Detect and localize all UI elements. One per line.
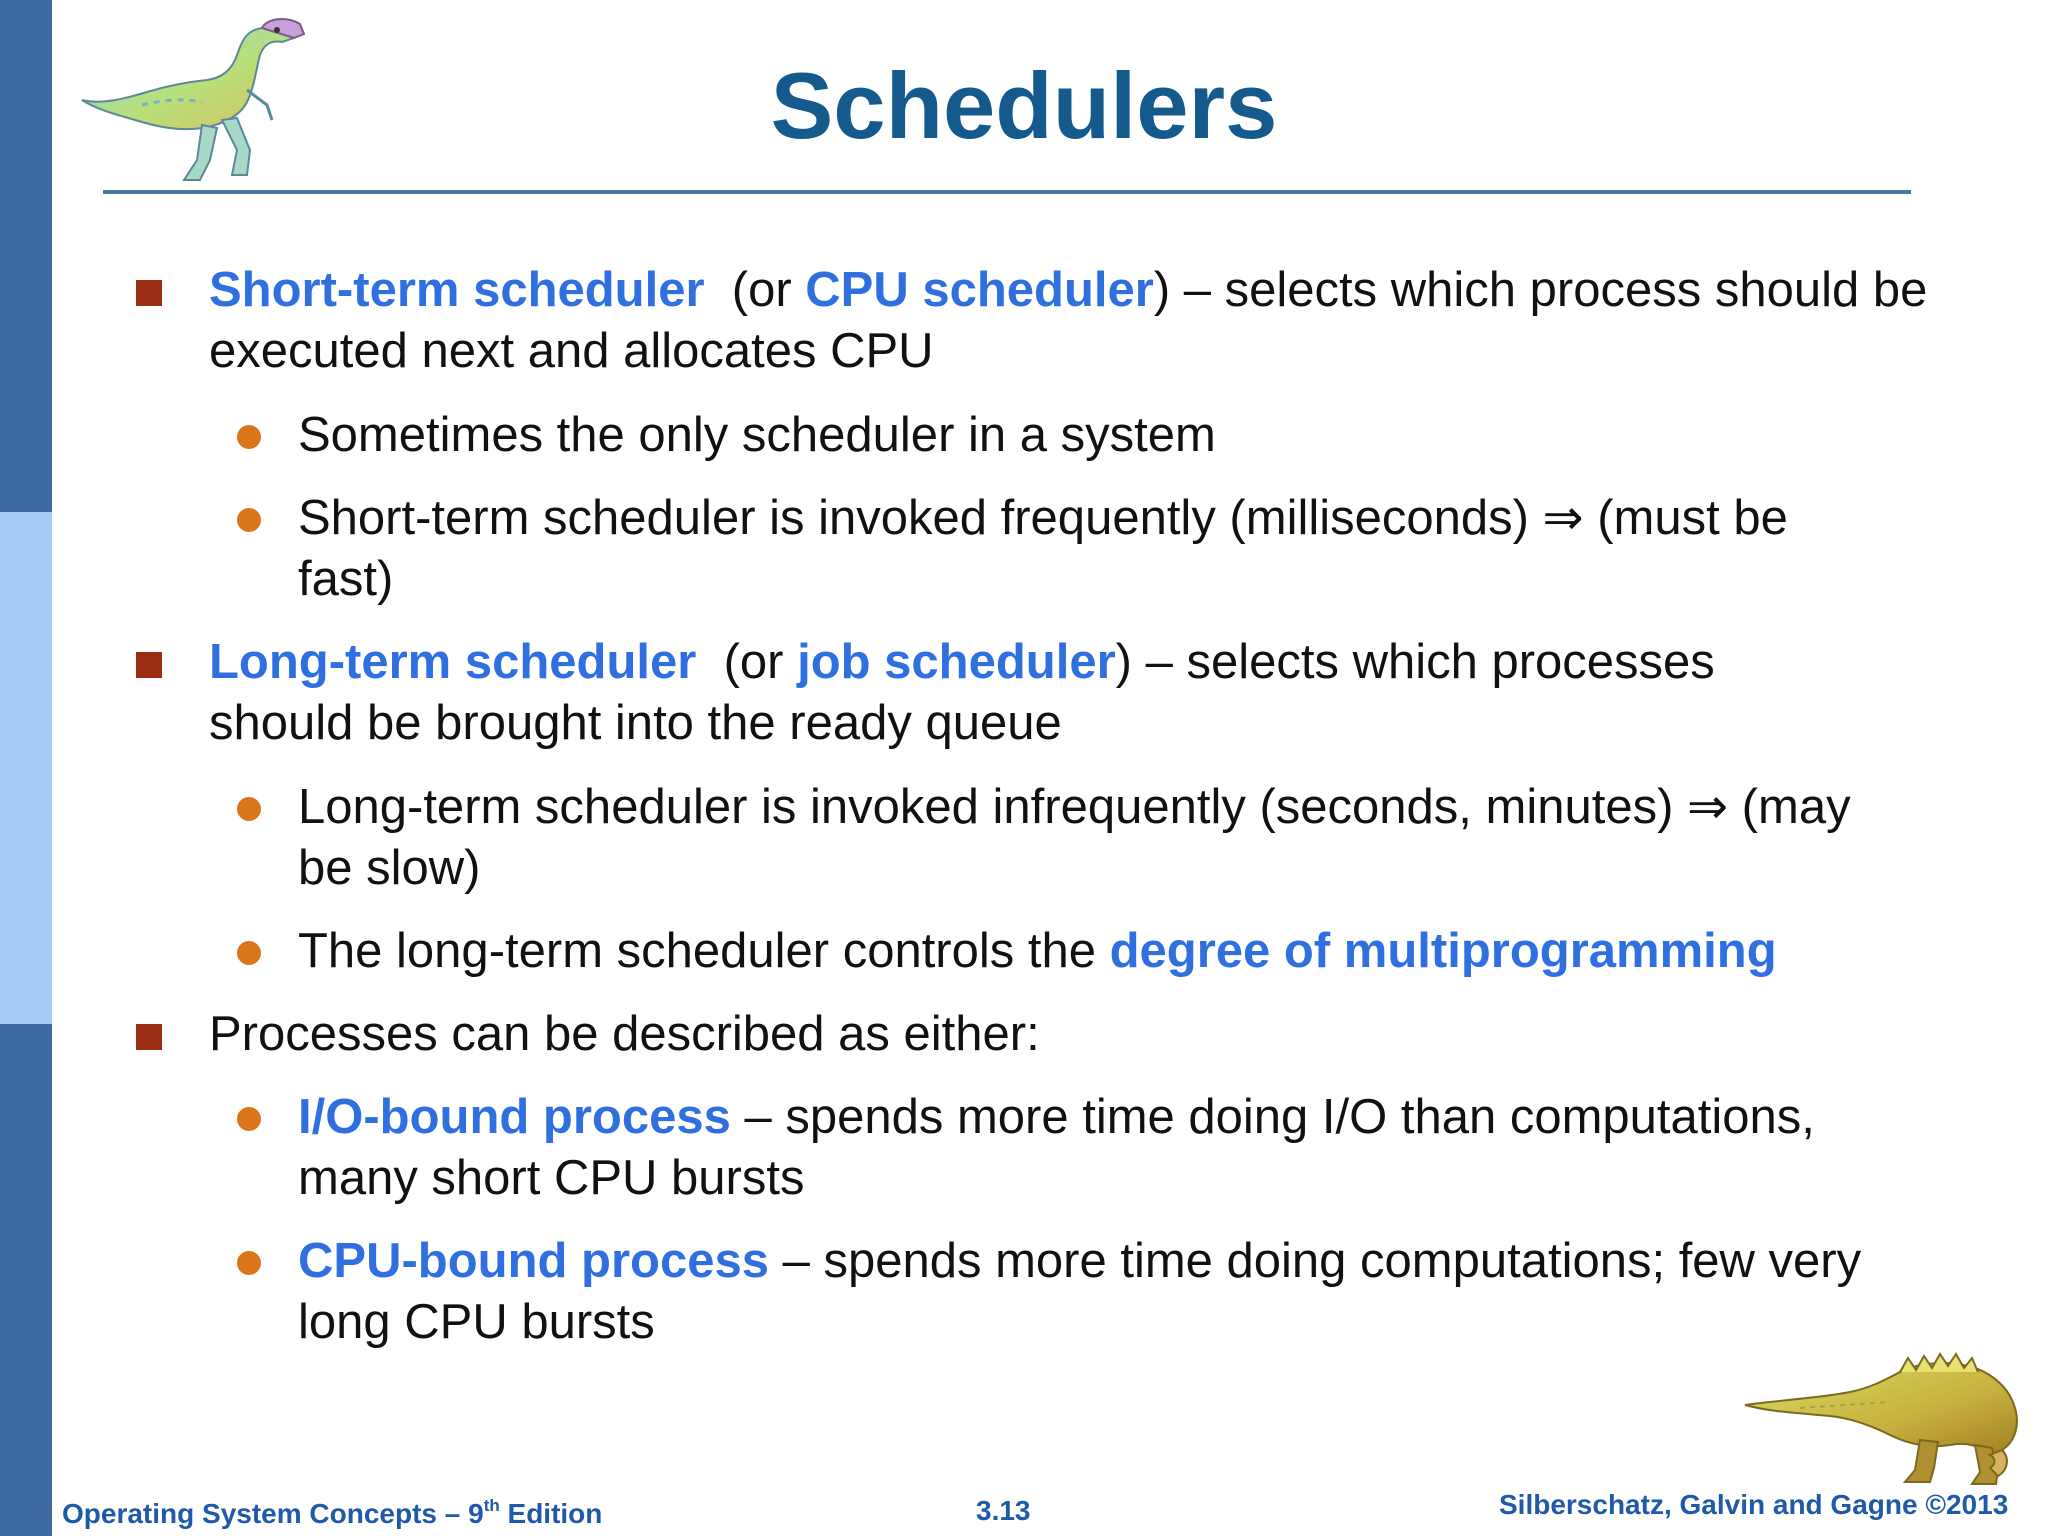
text: ) – selects which process should be executed next and allocates CPU — [209, 263, 1928, 378]
footer-book-sup: th — [483, 1496, 500, 1515]
round-bullet-icon — [237, 425, 261, 449]
footer-book-prefix: Operating System Concepts – 9 — [62, 1498, 484, 1529]
round-bullet-icon — [237, 1251, 261, 1275]
keyword: Short-term scheduler — [209, 263, 705, 317]
keyword: CPU-bound process — [298, 1234, 769, 1288]
list-item — [298, 921, 1978, 982]
round-bullet-icon — [237, 797, 261, 821]
keyword: I/O-bound process — [298, 1090, 731, 1144]
text: – spends more time doing I/O than computations, many short CPU bursts — [298, 1090, 1815, 1205]
footer-book-suffix: Edition — [499, 1498, 603, 1529]
list-item: Sometimes the only scheduler in a system — [298, 408, 1216, 462]
list-item: Processes can be described as either: — [209, 1007, 1040, 1061]
round-bullet-icon — [237, 941, 261, 965]
text: ) – selects which processes should be brought into the ready queue — [209, 635, 1715, 750]
list-item: Short-term scheduler is invoked frequently (milliseconds) ⇒ (must be fast) — [298, 491, 1788, 606]
square-bullet-icon — [136, 652, 162, 678]
round-bullet-icon — [237, 1107, 261, 1131]
text: (or — [696, 635, 798, 689]
footer-authors: Silberschatz, Galvin and Gagne ©2013 — [1499, 1489, 2009, 1520]
text: (or — [704, 263, 806, 317]
text: – spends more time doing computations; few very long CPU bursts — [298, 1234, 1862, 1349]
list-item — [209, 260, 1969, 382]
keyword: Long-term scheduler — [209, 635, 697, 689]
dinosaur-icon — [1740, 1350, 2030, 1490]
keyword: CPU scheduler — [805, 263, 1154, 317]
footer-book-title — [62, 1497, 602, 1528]
text: The long-term scheduler controls the — [298, 924, 1110, 978]
page-title: Schedulers — [770, 53, 1278, 158]
list-item: Long-term scheduler is invoked infrequently (seconds, minutes) ⇒ (may be slow) — [298, 780, 1851, 895]
square-bullet-icon — [136, 280, 162, 306]
page-number: 3.13 — [976, 1495, 1031, 1526]
list-item — [209, 632, 1809, 754]
keyword: job scheduler — [797, 635, 1116, 689]
list-item — [298, 1087, 1918, 1209]
round-bullet-icon — [237, 508, 261, 532]
square-bullet-icon — [136, 1024, 162, 1050]
list-item — [298, 1231, 1958, 1353]
keyword: degree of multiprogramming — [1109, 924, 1777, 978]
